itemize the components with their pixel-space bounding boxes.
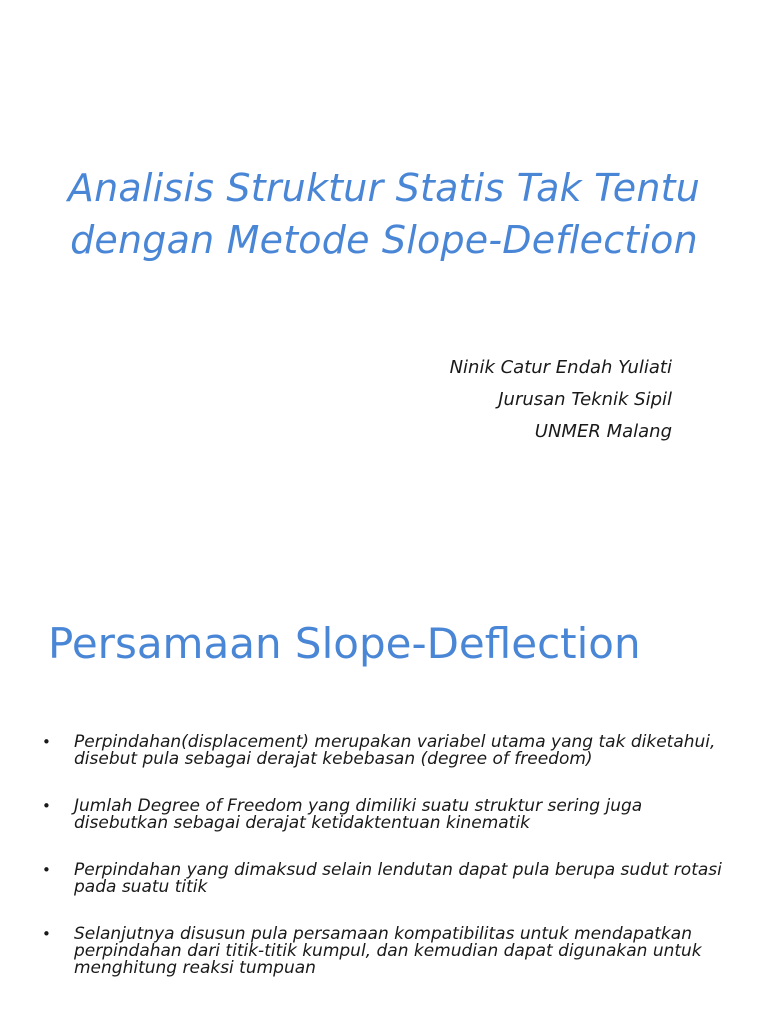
department-name: Jurusan Teknik Sipil (498, 389, 672, 410)
bullet-icon: • (42, 733, 51, 751)
bullet-icon: • (42, 861, 51, 879)
content-slide (0, 576, 768, 1024)
bullet-item (40, 926, 730, 977)
bullet-text: Perpindahan yang dimaksud selain lendutan dapat pula berupa sudut rotasi pada suatu titik (74, 860, 722, 897)
presentation-title: Analisis Struktur Statis Tak Tentu dengan Metode Slope-Deflection (67, 166, 701, 262)
bullet-icon: • (42, 925, 51, 943)
bullet-text: Jumlah Degree of Freedom yang dimiliki suatu struktur sering juga disebutkan sebagai derajat ketidaktentuan kinematik (74, 796, 643, 833)
bullet-text: Selanjutnya disusun pula persamaan kompatibilitas untuk mendapatkan perpindahan dari titik-titik kumpul, dan kemudian dapat digunakan untuk menghitung reaksi tumpuan (74, 924, 702, 978)
bullet-text: Perpindahan(displacement) merupakan variabel utama yang tak diketahui, disebut pula sebagai derajat kebebasan (degree of freedom) (74, 732, 716, 769)
bullet-item (40, 798, 730, 832)
bullet-item (40, 734, 730, 768)
author-name: Ninik Catur Endah Yuliati (449, 357, 672, 378)
bullet-icon: • (42, 797, 51, 815)
bullet-item (40, 862, 730, 896)
bullet-list (40, 734, 730, 1007)
author-info (450, 352, 672, 448)
slide-title: Persamaan Slope-Deflection (48, 619, 641, 668)
institution-name: UNMER Malang (534, 421, 672, 442)
